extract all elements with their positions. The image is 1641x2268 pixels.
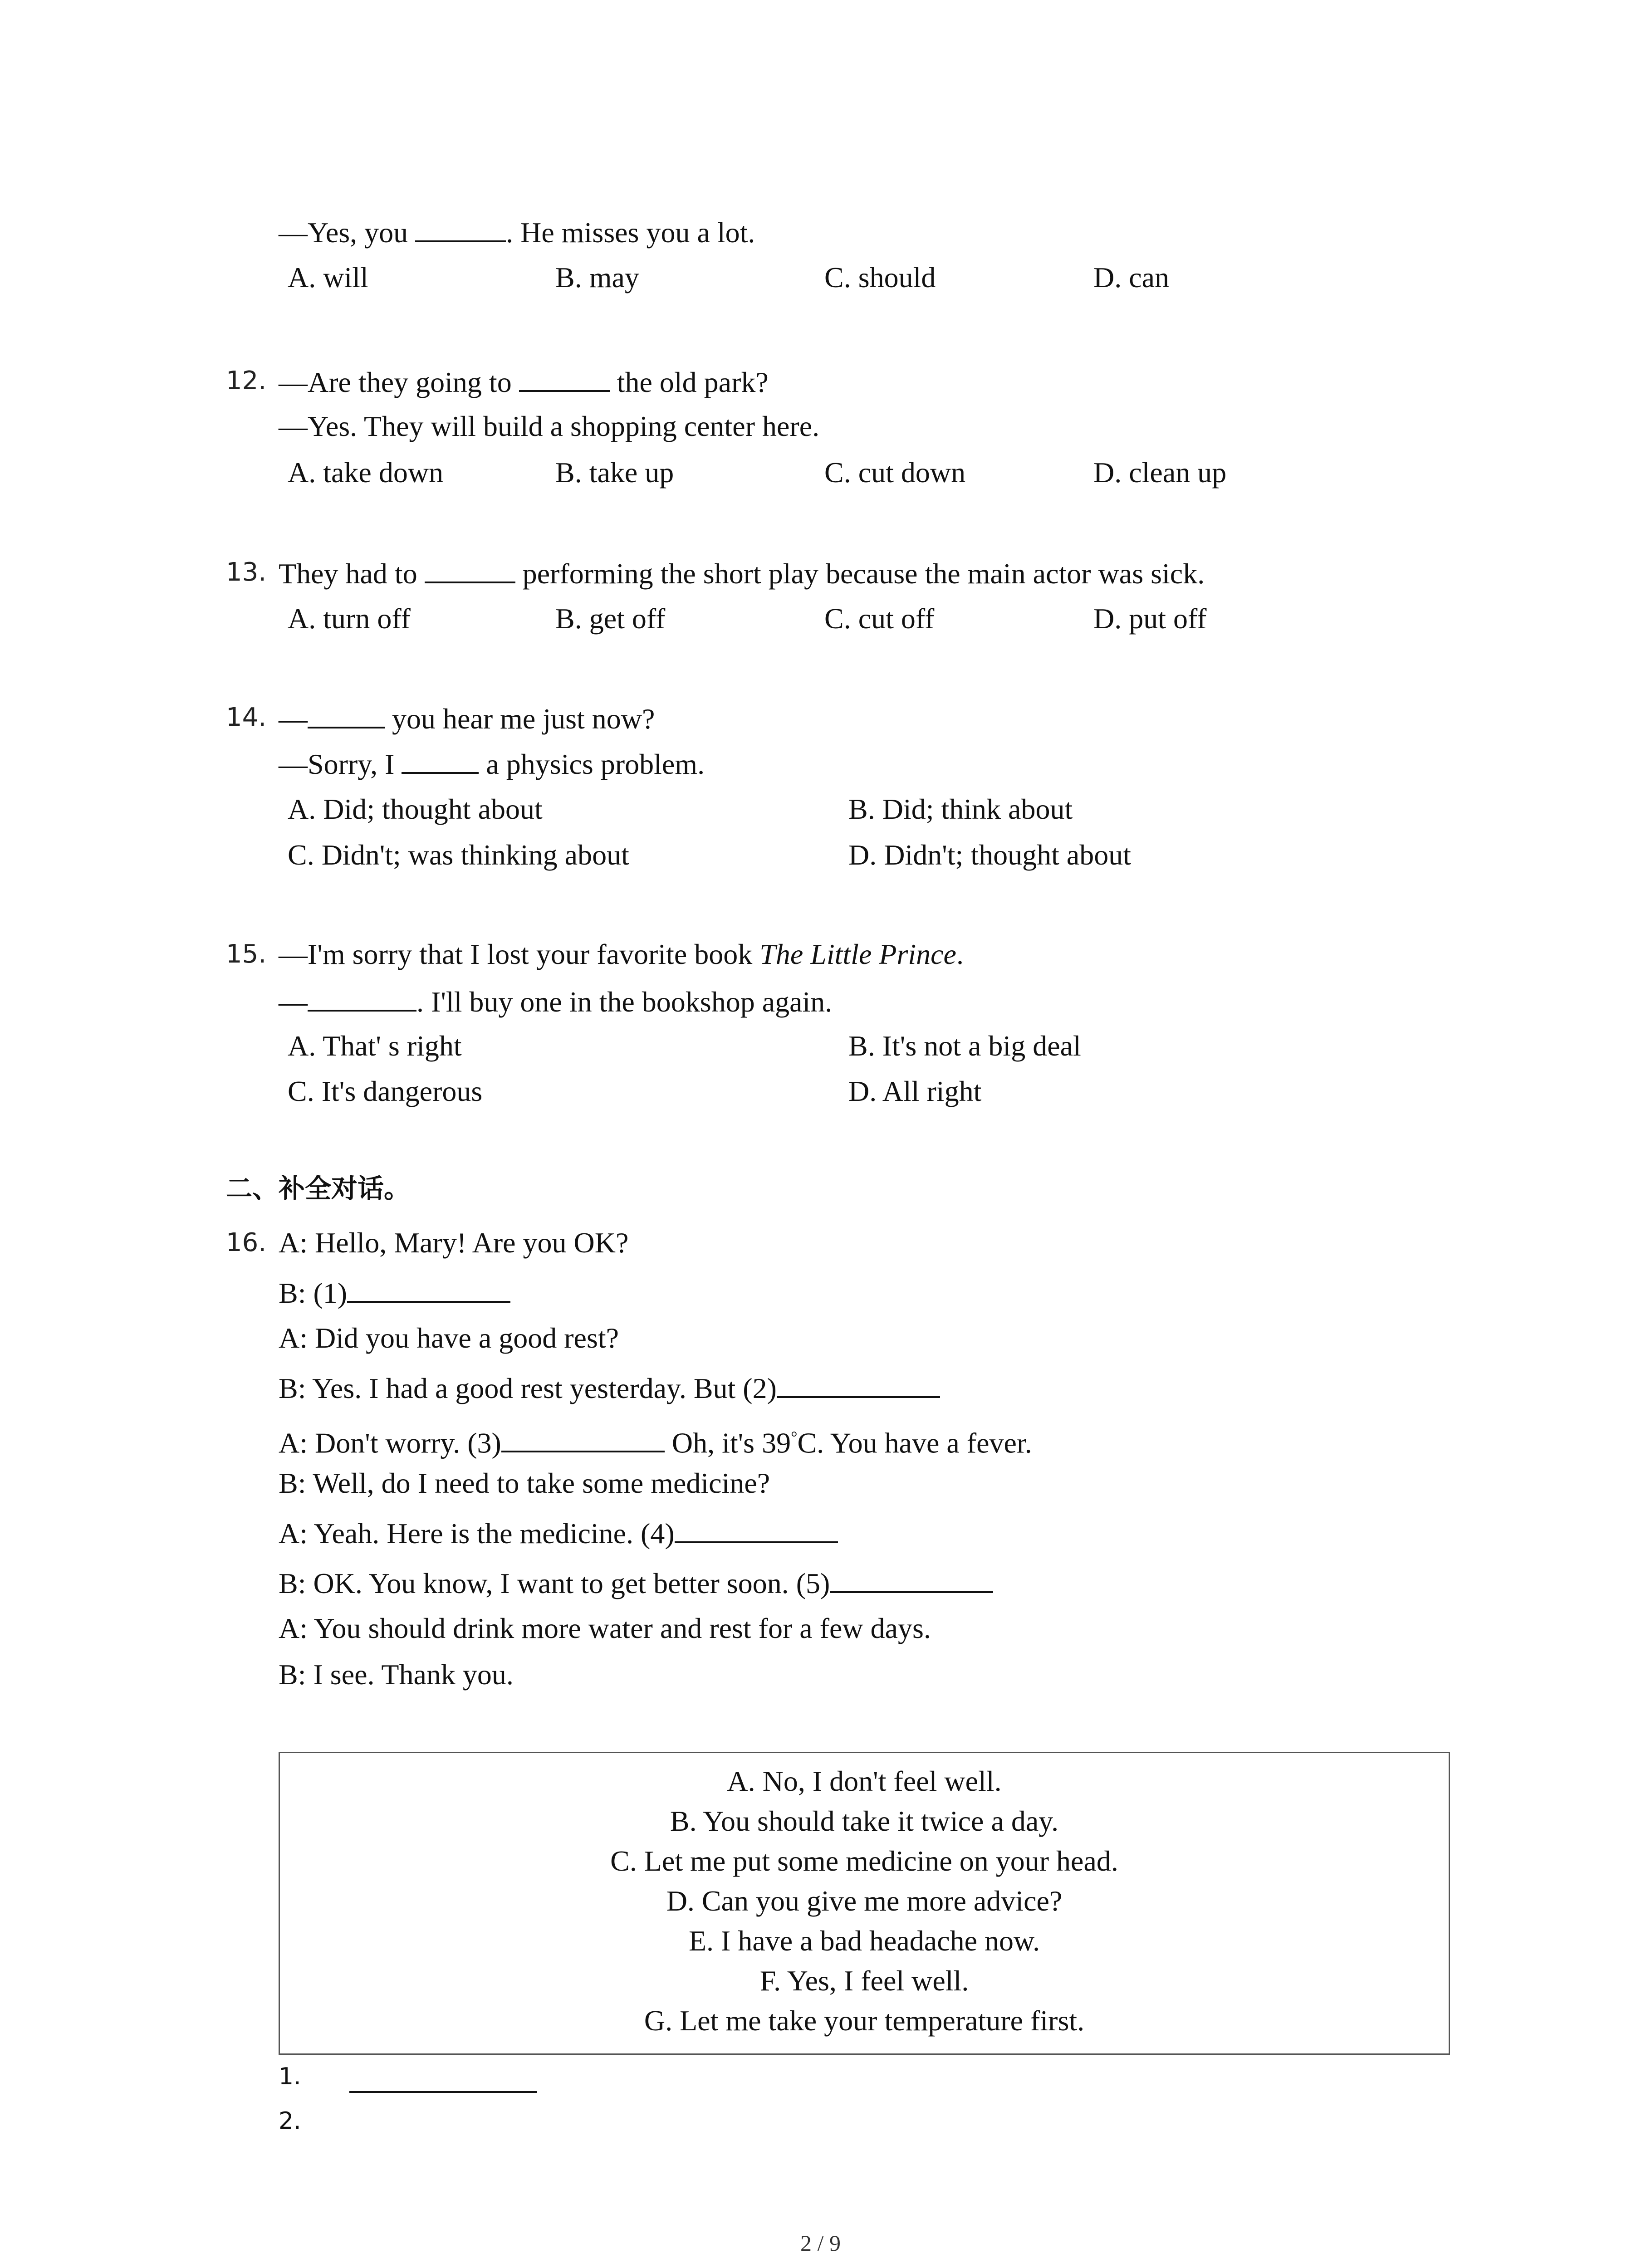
dialogue-line: B: I see. Thank you.: [279, 1658, 514, 1691]
q12-option-d[interactable]: D. clean up: [1093, 456, 1227, 489]
answer-line-1[interactable]: [349, 2091, 537, 2093]
q12-option-a[interactable]: A. take down: [288, 456, 444, 489]
q14-stem1-part1: —: [279, 703, 308, 735]
answer-blank-5[interactable]: [830, 1564, 993, 1593]
q15-number: 15.: [226, 939, 267, 969]
dialogue-line: [279, 1564, 993, 1602]
q15-option-d[interactable]: D. All right: [848, 1075, 982, 1107]
q11-stem-part1: —Yes, you: [279, 216, 408, 249]
choices-box: [279, 1752, 1450, 2055]
dialogue-line: B: Well, do I need to take some medicine?: [279, 1467, 770, 1499]
choice-item: D. Can you give me more advice?: [666, 1885, 1063, 1917]
answer-blank[interactable]: [425, 554, 515, 583]
answer-blank-3[interactable]: [501, 1423, 665, 1452]
q15-stem2-part2: . I'll buy one in the bookshop again.: [416, 986, 833, 1018]
q14-option-d[interactable]: D. Didn't; thought about: [848, 839, 1132, 871]
q14-stem1-part2: you hear me just now?: [392, 703, 655, 735]
answer-blank-2[interactable]: [777, 1369, 940, 1398]
dialogue-line-text: B: OK. You know, I want to get better soon. (5): [279, 1567, 830, 1599]
q11-stem-part2: . He misses you a lot.: [506, 216, 755, 249]
dialogue-line-text: A: Yeah. Here is the medicine. (4): [279, 1517, 675, 1549]
q13-option-b[interactable]: B. get off: [555, 602, 666, 635]
dialogue-line-text: A: Don't worry. (3): [279, 1427, 501, 1459]
dialogue-line: [279, 1369, 940, 1407]
q15-stem1-end: .: [956, 938, 964, 970]
choice-item: B. You should take it twice a day.: [670, 1805, 1059, 1837]
dialogue-line-text: C. You have a fever.: [797, 1427, 1032, 1459]
dialogue-line: A: Did you have a good rest?: [279, 1322, 619, 1354]
dialogue-line: A: Hello, Mary! Are you OK?: [279, 1227, 629, 1259]
q13-option-c[interactable]: C. cut off: [824, 602, 935, 635]
q15-option-c[interactable]: C. It's dangerous: [288, 1075, 483, 1107]
dialogue-line-text: Oh, it's 39: [664, 1427, 791, 1459]
answer-blank[interactable]: [519, 363, 610, 392]
q13-stem-part1: They had to: [279, 557, 417, 590]
q14-stem-line1: [279, 699, 655, 737]
choice-item: C. Let me put some medicine on your head.: [610, 1845, 1118, 1877]
q12-stem1-part2: the old park?: [617, 366, 769, 398]
q13-option-a[interactable]: A. turn off: [288, 602, 411, 635]
q13-number: 13.: [226, 557, 267, 587]
q13-option-d[interactable]: D. put off: [1093, 602, 1207, 635]
answer-blank[interactable]: [308, 699, 385, 728]
q12-stem1-part1: —Are they going to: [279, 366, 512, 398]
answer-number-2: 2.: [279, 2107, 301, 2135]
q14-stem2-part1: —Sorry, I: [279, 748, 395, 780]
q12-stem-line1: [279, 363, 769, 401]
q13-stem-part2: performing the short play because the main actor was sick.: [522, 557, 1205, 590]
dialogue-line-text: B: (1): [279, 1277, 348, 1309]
answer-blank[interactable]: [415, 213, 506, 242]
q13-stem: [279, 554, 1205, 592]
answer-blank[interactable]: [402, 745, 479, 774]
q11-option-a[interactable]: A. will: [288, 261, 368, 293]
dialogue-line: [279, 1274, 510, 1311]
page-number: 2 / 9: [800, 2230, 841, 2256]
q12-number: 12.: [226, 366, 267, 396]
q15-book-title: The Little Prince: [759, 938, 956, 970]
answer-blank[interactable]: [308, 982, 416, 1012]
answer-blank-1[interactable]: [347, 1274, 510, 1303]
degree-symbol: °: [791, 1428, 798, 1446]
choice-item: E. I have a bad headache now.: [688, 1925, 1040, 1957]
q15-stem2-part1: —: [279, 986, 308, 1018]
q11-option-d[interactable]: D. can: [1093, 261, 1170, 293]
q14-number: 14.: [226, 703, 267, 732]
q14-option-a[interactable]: A. Did; thought about: [288, 793, 543, 825]
q14-option-b[interactable]: B. Did; think about: [848, 793, 1073, 825]
q14-stem2-part2: a physics problem.: [486, 748, 705, 780]
q15-option-b[interactable]: B. It's not a big deal: [848, 1030, 1081, 1062]
section-title: 二、补全对话。: [226, 1173, 411, 1204]
dialogue-line: A: You should drink more water and rest for a few days.: [279, 1612, 931, 1644]
q15-stem-line1: [279, 936, 964, 973]
q14-stem-line2: [279, 745, 705, 782]
q11-stem: [279, 213, 755, 251]
dialogue-line-text: B: Yes. I had a good rest yesterday. But (2): [279, 1372, 777, 1404]
q12-option-b[interactable]: B. take up: [555, 456, 674, 489]
q15-stem-line2: [279, 982, 832, 1020]
q15-stem1-part1: —I'm sorry that I lost your favorite book: [279, 938, 760, 970]
answer-number-1: 1.: [279, 2063, 301, 2090]
choice-item: G. Let me take your temperature first.: [644, 2004, 1085, 2037]
q14-option-c[interactable]: C. Didn't; was thinking about: [288, 839, 629, 871]
dialogue-line: [279, 1514, 838, 1552]
choice-item: A. No, I don't feel well.: [727, 1765, 1002, 1797]
q16-number: 16.: [226, 1228, 267, 1257]
q11-option-c[interactable]: C. should: [824, 261, 936, 293]
dialogue-line: [279, 1419, 1032, 1461]
choice-item: F. Yes, I feel well.: [759, 1965, 969, 1997]
answer-blank-4[interactable]: [675, 1514, 838, 1543]
q12-stem-line2: —Yes. They will build a shopping center here.: [279, 410, 820, 442]
q12-option-c[interactable]: C. cut down: [824, 456, 966, 489]
q11-option-b[interactable]: B. may: [555, 261, 639, 293]
q15-option-a[interactable]: A. That' s right: [288, 1030, 462, 1062]
